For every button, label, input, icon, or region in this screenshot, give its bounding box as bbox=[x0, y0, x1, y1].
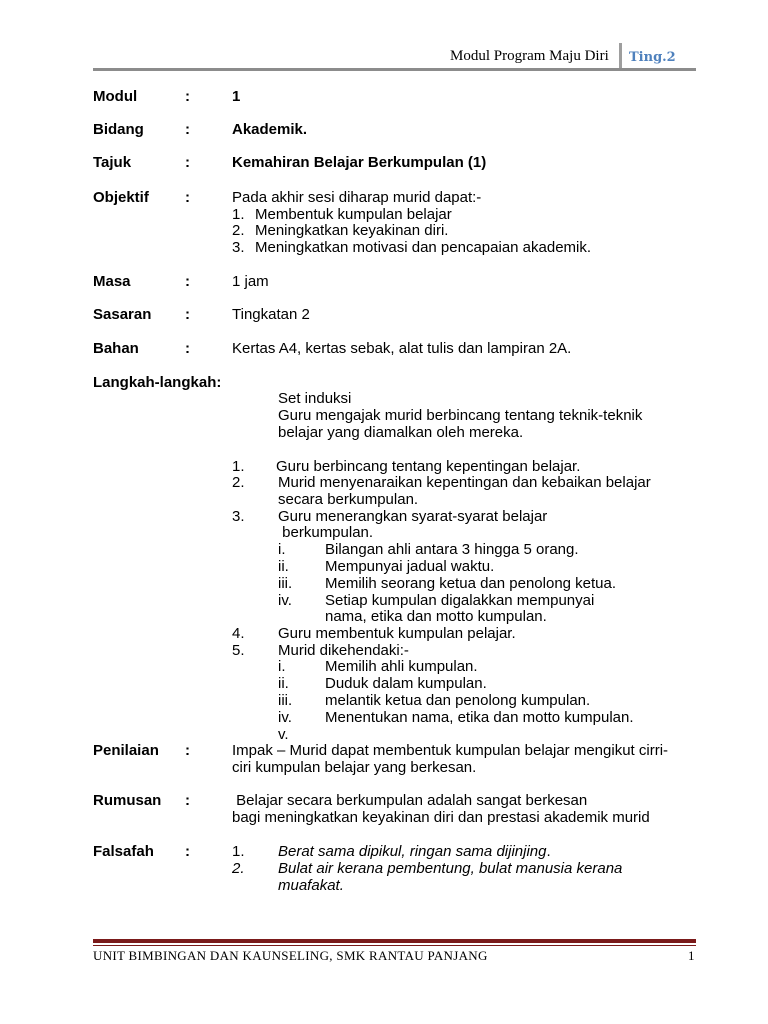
modul-value: 1 bbox=[232, 88, 241, 105]
induksi-line: Guru mengajak murid berbincang tentang teknik-teknik bbox=[278, 407, 643, 424]
objektif-num: 1. bbox=[232, 206, 245, 223]
step-num: 3. bbox=[232, 508, 245, 525]
header-rule bbox=[93, 68, 696, 71]
modul-label: Modul bbox=[93, 88, 138, 105]
objektif-colon: : bbox=[185, 189, 190, 206]
step-text: Murid menyenaraikan kepentingan dan kebaikan belajar bbox=[278, 474, 651, 491]
step-text: secara berkumpulan. bbox=[278, 491, 419, 508]
substep-text: nama, etika dan motto kumpulan. bbox=[325, 608, 547, 625]
falsafah-colon: : bbox=[185, 843, 190, 860]
masa-label: Masa bbox=[93, 273, 131, 290]
bahan-value: Kertas A4, kertas sebak, alat tulis dan lampiran 2A. bbox=[232, 340, 572, 357]
substep-num: iii. bbox=[278, 575, 293, 592]
penilaian-text: Impak – Murid dapat membentuk kumpulan belajar mengikut cirri- bbox=[232, 742, 669, 759]
tajuk-value: Kemahiran Belajar Berkumpulan (1) bbox=[232, 154, 487, 171]
peribahasa-text: Berat sama dipikul, ringan sama dijinjing bbox=[278, 843, 547, 860]
rumusan-text: Belajar secara berkumpulan adalah sangat berkesan bbox=[232, 792, 588, 809]
bidang-colon: : bbox=[185, 121, 190, 138]
bahan-colon: : bbox=[185, 340, 190, 357]
tajuk-label: Tajuk bbox=[93, 154, 132, 171]
substep-num: iii. bbox=[278, 692, 293, 709]
objektif-label: Objektif bbox=[93, 189, 149, 206]
sasaran-value: Tingkatan 2 bbox=[232, 306, 310, 323]
footer-page-number: 1 bbox=[688, 948, 695, 963]
substep-num: ii. bbox=[278, 675, 289, 692]
step-num: 2. bbox=[232, 474, 245, 491]
substep-num: iv. bbox=[278, 592, 292, 609]
objektif-item: Meningkatkan keyakinan diri. bbox=[255, 222, 449, 239]
objektif-num: 2. bbox=[232, 222, 245, 239]
objektif-intro: Pada akhir sesi diharap murid dapat:- bbox=[232, 189, 482, 206]
step-num: 5. bbox=[232, 642, 245, 659]
induksi-line: belajar yang diamalkan oleh mereka. bbox=[278, 424, 524, 441]
penilaian-colon: : bbox=[185, 742, 190, 759]
step-num: 4. bbox=[232, 625, 245, 642]
substep-text: Bilangan ahli antara 3 hingga 5 orang. bbox=[325, 541, 579, 558]
masa-value: 1 jam bbox=[232, 273, 269, 290]
footer-rule-thick bbox=[93, 939, 696, 943]
objektif-item: Membentuk kumpulan belajar bbox=[255, 206, 452, 223]
footer-rule-thin bbox=[93, 945, 696, 946]
rumusan-label: Rumusan bbox=[93, 792, 162, 809]
header-grade: Ting.2 bbox=[629, 50, 676, 65]
modul-colon: : bbox=[185, 88, 190, 105]
penilaian-text: ciri kumpulan belajar yang berkesan. bbox=[232, 759, 477, 776]
step-text: Guru berbincang tentang kepentingan belajar. bbox=[276, 458, 581, 475]
substep-text: Mempunyai jadual waktu. bbox=[325, 558, 495, 575]
objektif-item: Meningkatkan motivasi dan pencapaian akademik. bbox=[255, 239, 592, 256]
step-text: Murid dikehendaki:- bbox=[278, 642, 409, 659]
bahan-label: Bahan bbox=[93, 340, 139, 357]
bidang-label: Bidang bbox=[93, 121, 144, 138]
substep-num: ii. bbox=[278, 558, 289, 575]
falsafah-item bbox=[278, 843, 551, 860]
falsafah-label: Falsafah bbox=[93, 843, 154, 860]
rumusan-text: bagi meningkatkan keyakinan diri dan prestasi akademik murid bbox=[232, 809, 650, 826]
substep-num: i. bbox=[278, 541, 286, 558]
peribahasa-text: Bulat air kerana pembentung, bulat manusia kerana bbox=[278, 860, 623, 877]
substep-text: Menentukan nama, etika dan motto kumpulan. bbox=[325, 709, 634, 726]
falsafah-num: 1. bbox=[232, 843, 245, 860]
header-divider bbox=[619, 43, 622, 70]
substep-num: v. bbox=[278, 726, 289, 743]
objektif-num: 3. bbox=[232, 239, 245, 256]
step-text: berkumpulan. bbox=[278, 524, 374, 541]
substep-text: melantik ketua dan penolong kumpulan. bbox=[325, 692, 591, 709]
penilaian-label: Penilaian bbox=[93, 742, 159, 759]
sasaran-label: Sasaran bbox=[93, 306, 152, 323]
masa-colon: : bbox=[185, 273, 190, 290]
substep-text: Setiap kumpulan digalakkan mempunyai bbox=[325, 592, 595, 609]
falsafah-num: 2. bbox=[232, 860, 245, 877]
sasaran-colon: : bbox=[185, 306, 190, 323]
substep-text: Memilih seorang ketua dan penolong ketua. bbox=[325, 575, 617, 592]
rumusan-colon: : bbox=[185, 792, 190, 809]
step-text: Guru menerangkan syarat-syarat belajar bbox=[278, 508, 548, 525]
peribahasa-text: muafakat. bbox=[278, 877, 344, 894]
substep-num: iv. bbox=[278, 709, 292, 726]
tajuk-colon: : bbox=[185, 154, 190, 171]
footer-unit: UNIT BIMBINGAN DAN KAUNSELING, SMK RANTAU PANJANG bbox=[93, 948, 488, 963]
bidang-value: Akademik. bbox=[232, 121, 308, 138]
step-text: Guru membentuk kumpulan pelajar. bbox=[278, 625, 516, 642]
peribahasa-period: . bbox=[546, 843, 551, 860]
substep-text: Duduk dalam kumpulan. bbox=[325, 675, 487, 692]
langkah-label: Langkah-langkah: bbox=[93, 374, 222, 391]
header-title: Modul Program Maju Diri bbox=[450, 48, 609, 64]
substep-text: Memilih ahli kumpulan. bbox=[325, 658, 478, 675]
substep-num: i. bbox=[278, 658, 286, 675]
step-num: 1. bbox=[232, 458, 245, 475]
induksi-line: Set induksi bbox=[278, 390, 352, 407]
